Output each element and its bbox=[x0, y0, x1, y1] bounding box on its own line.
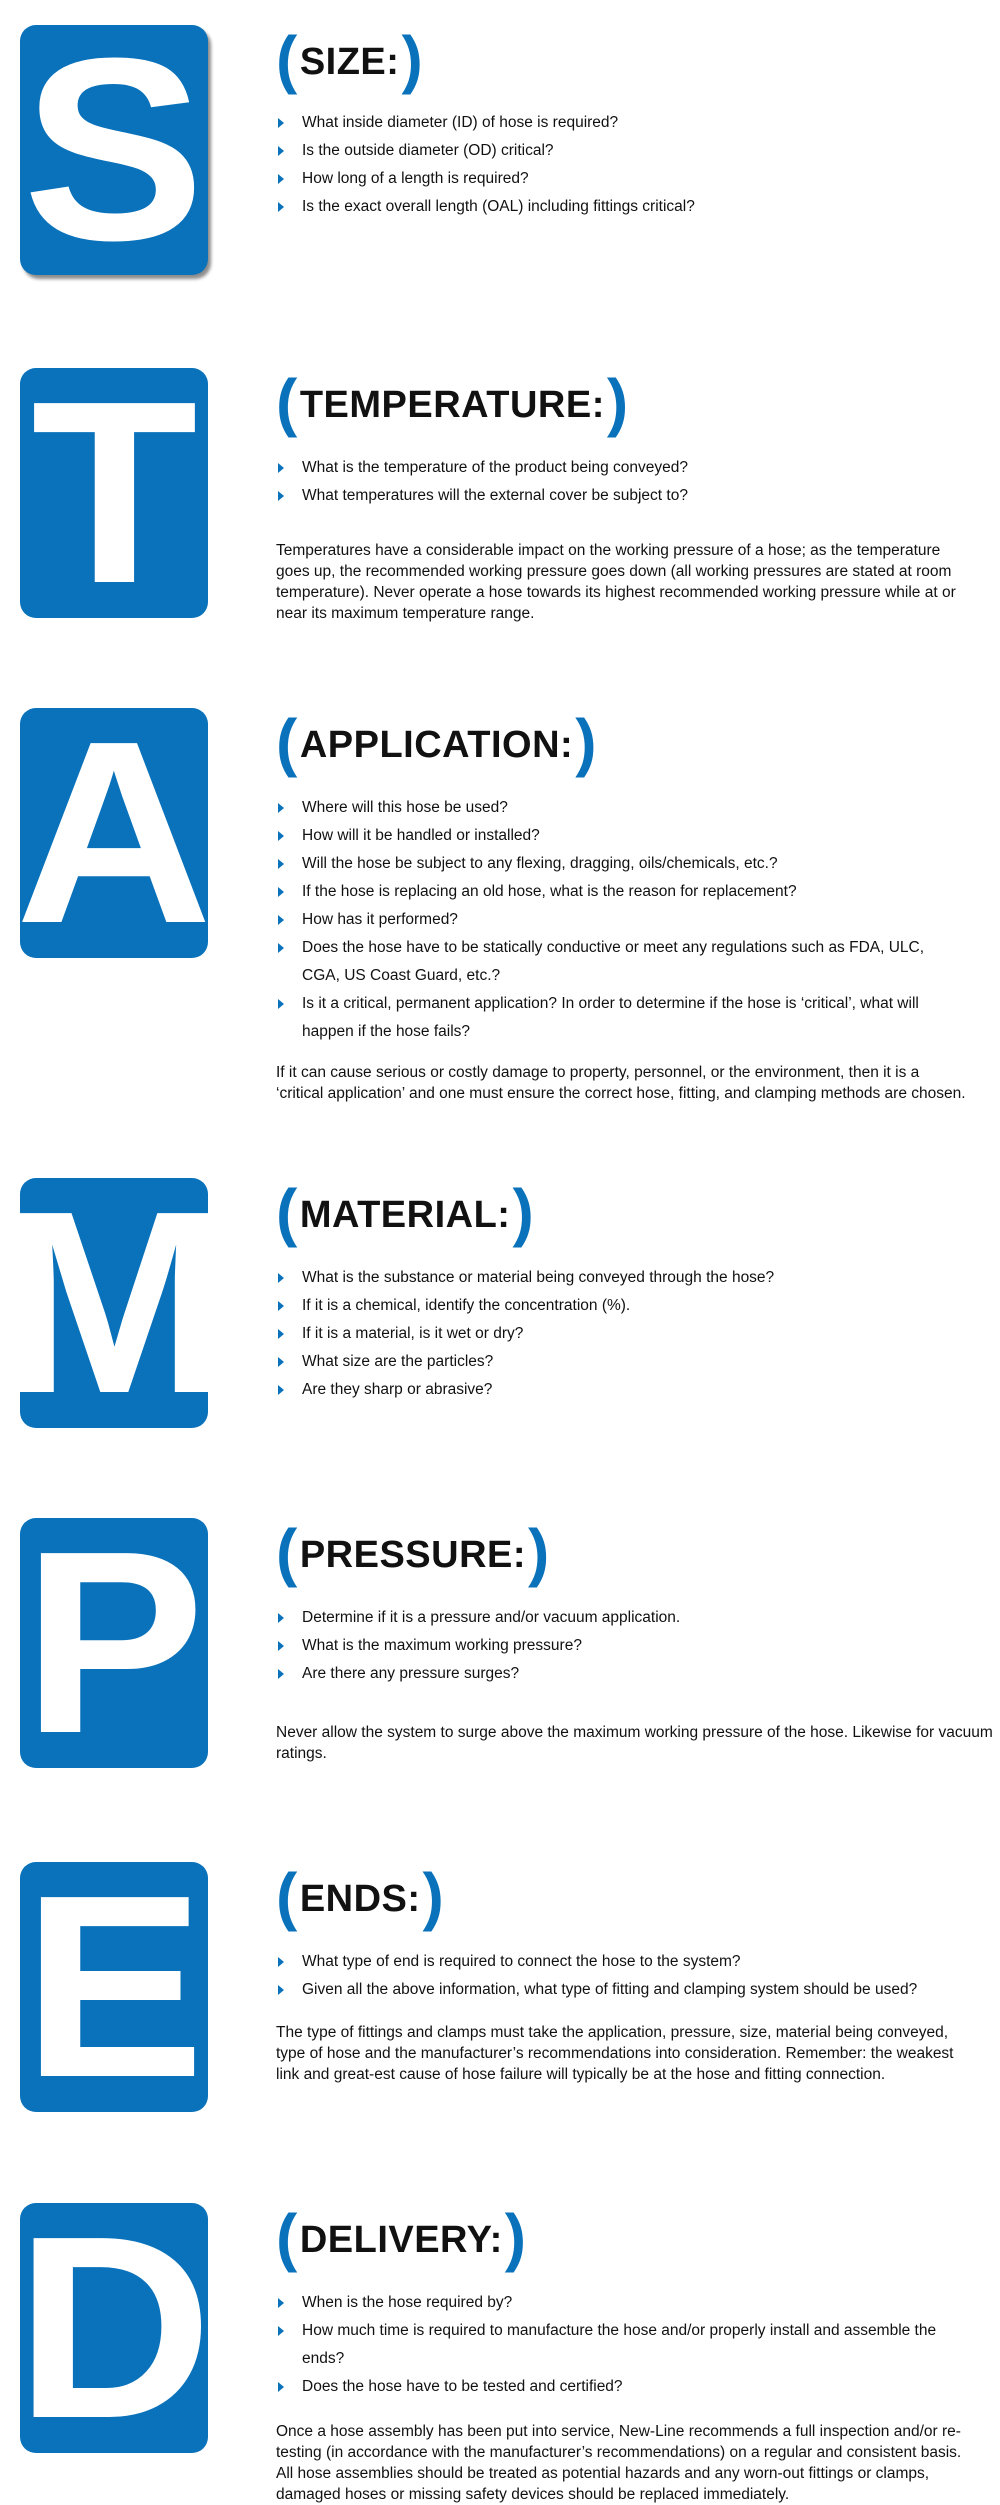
open-paren-icon: ( bbox=[276, 1176, 298, 1248]
temperature-content bbox=[276, 368, 976, 624]
close-paren-icon: ) bbox=[575, 706, 598, 778]
question-text: Are there any pressure surges? bbox=[302, 1665, 520, 1682]
bullet-arrow-icon bbox=[278, 831, 284, 841]
list-item bbox=[276, 137, 966, 165]
letter-p: P bbox=[22, 1498, 206, 1788]
list-item bbox=[276, 1264, 966, 1292]
question-text: What type of end is required to connect the hose to the system? bbox=[302, 1953, 741, 1970]
letter-t: T bbox=[30, 348, 198, 638]
application-heading bbox=[276, 708, 976, 782]
bullet-arrow-icon bbox=[278, 1301, 284, 1311]
question-text: Will the hose be subject to any flexing, dragging, oils/chemicals, etc.? bbox=[302, 855, 778, 872]
letter-d: D bbox=[15, 2183, 213, 2473]
bullet-arrow-icon bbox=[278, 1385, 284, 1395]
question-text: What is the temperature of the product being conveyed? bbox=[302, 459, 689, 476]
question-text: How long of a length is required? bbox=[302, 170, 529, 187]
letter-e: E bbox=[22, 1842, 206, 2132]
letter-m: M bbox=[0, 1158, 228, 1448]
material-content bbox=[276, 1178, 976, 1404]
question-text: How has it performed? bbox=[302, 911, 458, 928]
material-title: MATERIAL: bbox=[299, 1193, 511, 1236]
question-text: Where will this hose be used? bbox=[302, 799, 508, 816]
question-text: What is the substance or material being conveyed through the hose? bbox=[302, 1269, 775, 1286]
list-item bbox=[276, 1976, 966, 2004]
open-paren-icon: ( bbox=[276, 706, 298, 778]
list-item bbox=[276, 990, 966, 1046]
bullet-arrow-icon bbox=[278, 1613, 284, 1623]
temperature-heading bbox=[276, 368, 976, 442]
delivery-heading bbox=[276, 2203, 976, 2277]
question-text: If it is a material, is it wet or dry? bbox=[302, 1325, 524, 1342]
pressure-heading bbox=[276, 1518, 976, 1592]
list-item bbox=[276, 1604, 966, 1632]
list-item bbox=[276, 1948, 966, 1976]
bullet-arrow-icon bbox=[278, 859, 284, 869]
list-item bbox=[276, 1376, 966, 1404]
question-text: Are they sharp or abrasive? bbox=[302, 1381, 493, 1398]
question-text: Is the outside diameter (OD) critical? bbox=[302, 142, 554, 159]
question-text: Is the exact overall length (OAL) including fittings critical? bbox=[302, 198, 695, 215]
open-paren-icon: ( bbox=[276, 2201, 298, 2273]
list-item bbox=[276, 2317, 966, 2373]
list-item bbox=[276, 934, 966, 990]
list-item bbox=[276, 906, 966, 934]
letter-tile-t bbox=[20, 348, 208, 638]
open-paren-icon: ( bbox=[276, 1860, 298, 1932]
question-text: What inside diameter (ID) of hose is required? bbox=[302, 114, 619, 131]
bullet-arrow-icon bbox=[278, 118, 284, 128]
question-text: What temperatures will the external cover be subject to? bbox=[302, 487, 688, 504]
close-paren-icon: ) bbox=[401, 23, 424, 95]
list-item bbox=[276, 850, 966, 878]
delivery-note: Once a hose assembly has been put into service, New-Line recommends a full inspection and/or re-testing (in accordance with the manufacturer’s recommendations) on a regular and consistent basis. All hose assemblies should be treated as potential hazards and any worn-out fittings or clamps, damaged hoses or missing safety devices should be replaced immediately. bbox=[276, 2423, 962, 2503]
open-paren-icon: ( bbox=[276, 23, 298, 95]
list-item bbox=[276, 1320, 966, 1348]
list-item bbox=[276, 1292, 966, 1320]
material-heading bbox=[276, 1178, 976, 1252]
letter-tile-s bbox=[20, 5, 208, 295]
ends-content bbox=[276, 1862, 976, 2085]
pressure-note: Never allow the system to surge above the maximum working pressure of the hose. Likewise for vacuum ratings. bbox=[276, 1724, 993, 1762]
question-text: Does the hose have to be statically conductive or meet any regulations such as FDA, ULC, CGA, US Coast Guard, etc.? bbox=[302, 939, 925, 984]
list-item bbox=[276, 109, 966, 137]
size-heading bbox=[276, 25, 976, 99]
bullet-arrow-icon bbox=[278, 1357, 284, 1367]
question-text: When is the hose required by? bbox=[302, 2294, 513, 2311]
size-content bbox=[276, 25, 976, 221]
question-text: Given all the above information, what type of fitting and clamping system should be used? bbox=[302, 1981, 918, 1998]
ends-title: ENDS: bbox=[299, 1877, 421, 1920]
question-text: If the hose is replacing an old hose, what is the reason for replacement? bbox=[302, 883, 797, 900]
application-note: If it can cause serious or costly damage to property, personnel, or the environment, then it is a ‘critical application’ and one must ensure the correct hose, fitting, and clamping methods are chosen. bbox=[276, 1064, 966, 1102]
close-paren-icon: ) bbox=[512, 1176, 535, 1248]
bullet-arrow-icon bbox=[278, 1669, 284, 1679]
bullet-arrow-icon bbox=[278, 463, 284, 473]
list-item bbox=[276, 454, 966, 482]
temperature-title: TEMPERATURE: bbox=[299, 383, 605, 426]
material-question-list bbox=[276, 1264, 976, 1404]
bullet-arrow-icon bbox=[278, 999, 284, 1009]
ends-question-list bbox=[276, 1948, 976, 2004]
bullet-arrow-icon bbox=[278, 887, 284, 897]
bullet-arrow-icon bbox=[278, 1273, 284, 1283]
question-text: What size are the particles? bbox=[302, 1353, 494, 1370]
close-paren-icon: ) bbox=[528, 1516, 550, 1588]
question-text: Is it a critical, permanent application? In order to determine if the hose is ‘critical’, what will happen if the hose fails? bbox=[302, 995, 919, 1040]
list-item bbox=[276, 822, 966, 850]
list-item bbox=[276, 193, 966, 221]
bullet-arrow-icon bbox=[278, 491, 284, 501]
bullet-arrow-icon bbox=[278, 2298, 284, 2308]
size-title: SIZE: bbox=[299, 40, 400, 83]
question-text: Does the hose have to be tested and certified? bbox=[302, 2378, 623, 2395]
bullet-arrow-icon bbox=[278, 1985, 284, 1995]
open-paren-icon: ( bbox=[276, 1516, 298, 1588]
pressure-content bbox=[276, 1516, 993, 1764]
delivery-question-list bbox=[276, 2289, 976, 2401]
question-text: Determine if it is a pressure and/or vacuum application. bbox=[302, 1609, 681, 1626]
question-text: How will it be handled or installed? bbox=[302, 827, 540, 844]
letter-s: S bbox=[22, 5, 206, 295]
application-content bbox=[276, 708, 976, 1104]
bullet-arrow-icon bbox=[278, 202, 284, 212]
letter-tile-p bbox=[20, 1498, 208, 1788]
list-item bbox=[276, 2289, 966, 2317]
open-paren-icon: ( bbox=[276, 366, 298, 438]
application-title: APPLICATION: bbox=[299, 723, 574, 766]
bullet-arrow-icon bbox=[278, 2382, 284, 2392]
list-item bbox=[276, 1348, 966, 1376]
list-item bbox=[276, 1632, 966, 1660]
bullet-arrow-icon bbox=[278, 2326, 284, 2336]
bullet-arrow-icon bbox=[278, 1641, 284, 1651]
bullet-arrow-icon bbox=[278, 1957, 284, 1967]
ends-note: The type of fittings and clamps must take the application, pressure, size, material being conveyed, type of hose and the manufacturer’s recommendations into consideration. Remember: the weakest link and great-est cause of hose failure will typically be at the hose and fitting connection. bbox=[276, 2024, 954, 2083]
delivery-content bbox=[276, 2203, 976, 2505]
list-item bbox=[276, 794, 966, 822]
letter-tile-d bbox=[15, 2183, 213, 2473]
question-text: If it is a chemical, identify the concentration (%). bbox=[302, 1297, 631, 1314]
close-paren-icon: ) bbox=[504, 2201, 527, 2273]
size-question-list bbox=[276, 109, 976, 221]
list-item bbox=[276, 2373, 966, 2401]
bullet-arrow-icon bbox=[278, 1329, 284, 1339]
pressure-title: PRESSURE: bbox=[299, 1533, 527, 1576]
letter-tile-a bbox=[15, 688, 213, 978]
close-paren-icon: ) bbox=[606, 366, 629, 438]
ends-heading bbox=[276, 1862, 976, 1936]
bullet-arrow-icon bbox=[278, 943, 284, 953]
list-item bbox=[276, 1660, 966, 1688]
bullet-arrow-icon bbox=[278, 146, 284, 156]
delivery-title: DELIVERY: bbox=[299, 2218, 503, 2261]
application-question-list bbox=[276, 794, 976, 1046]
letter-tile-m bbox=[0, 1158, 228, 1448]
letter-a: A bbox=[15, 688, 213, 978]
question-text: How much time is required to manufacture the hose and/or properly install and assemble the ends? bbox=[302, 2322, 937, 2367]
bullet-arrow-icon bbox=[278, 803, 284, 813]
list-item bbox=[276, 878, 966, 906]
list-item bbox=[276, 165, 966, 193]
list-item bbox=[276, 482, 966, 510]
letter-tile-e bbox=[20, 1842, 208, 2132]
temperature-note: Temperatures have a considerable impact on the working pressure of a hose; as the temperature goes up, the recommended working pressure goes down (all working pressures are stated at room temperature). Never operate a hose towards its highest recommended working pressure while at or near its maximum temperature range. bbox=[276, 542, 956, 622]
close-paren-icon: ) bbox=[422, 1860, 445, 1932]
question-text: What is the maximum working pressure? bbox=[302, 1637, 582, 1654]
bullet-arrow-icon bbox=[278, 174, 284, 184]
pressure-question-list bbox=[276, 1604, 976, 1688]
temperature-question-list bbox=[276, 454, 976, 510]
bullet-arrow-icon bbox=[278, 915, 284, 925]
